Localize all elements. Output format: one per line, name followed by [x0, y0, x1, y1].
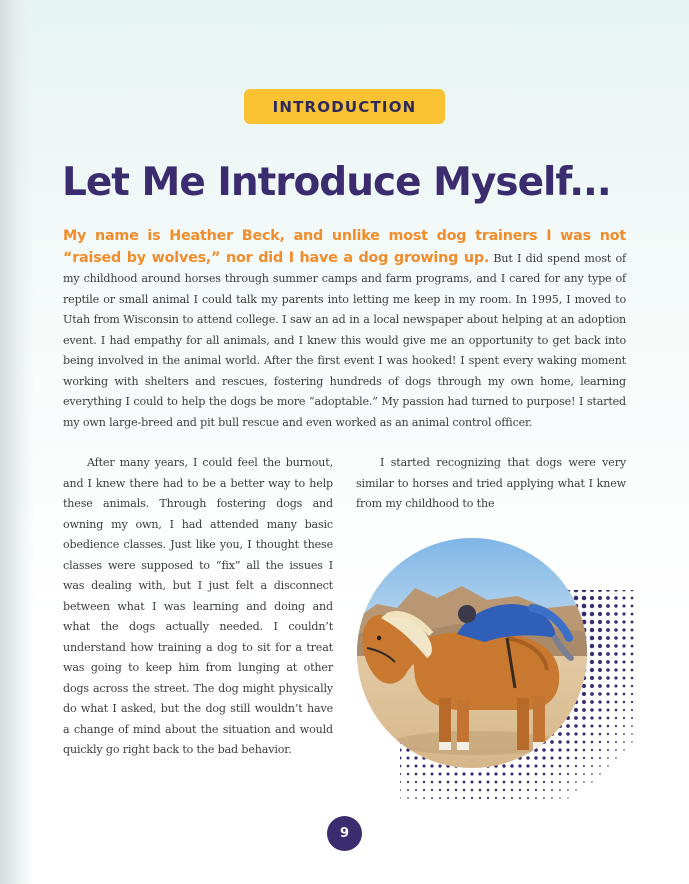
- halftone-dot: [447, 789, 449, 791]
- halftone-dot: [598, 660, 602, 664]
- intro-lead: My name is Heather Beck, and unlike most dog trainers I was not “raised by wolves,” nor did I have a dog growing up.: [63, 228, 626, 266]
- halftone-dot: [607, 709, 610, 712]
- halftone-dot: [567, 773, 569, 775]
- halftone-dot: [510, 772, 513, 775]
- halftone-dot: [575, 789, 576, 790]
- halftone-dot: [599, 757, 601, 759]
- halftone-dot: [478, 772, 481, 775]
- halftone-dot: [526, 756, 530, 760]
- halftone-dot: [487, 781, 490, 784]
- halftone-dot: [583, 781, 585, 783]
- halftone-dot: [446, 772, 449, 775]
- halftone-dot: [623, 725, 625, 727]
- halftone-dot: [582, 604, 587, 609]
- halftone-dot: [590, 590, 594, 592]
- halftone-dot: [550, 740, 554, 744]
- halftone-dot: [614, 620, 618, 624]
- halftone-dot: [542, 756, 545, 759]
- halftone-dot: [511, 789, 513, 791]
- halftone-dot: [575, 757, 578, 760]
- halftone-dot: [598, 692, 602, 696]
- halftone-dot: [607, 757, 609, 759]
- halftone-dot: [607, 765, 608, 766]
- halftone-dot: [598, 636, 602, 640]
- halftone-dot: [599, 765, 601, 767]
- halftone-dot: [622, 636, 625, 639]
- halftone-dot: [406, 756, 409, 759]
- halftone-dot: [494, 772, 497, 775]
- halftone-dot: [631, 685, 633, 687]
- halftone-dot: [606, 620, 610, 624]
- halftone-dot: [614, 604, 617, 607]
- halftone-dot: [599, 725, 602, 728]
- halftone-dot: [615, 701, 618, 704]
- halftone-dot: [623, 590, 626, 591]
- halftone-dot: [615, 717, 617, 719]
- halftone-dot: [591, 765, 593, 767]
- halftone-dot: [550, 748, 553, 751]
- halftone-dot: [519, 781, 522, 784]
- halftone-dot: [582, 692, 586, 696]
- halftone-dot: [582, 596, 587, 601]
- halftone-dot: [431, 789, 433, 791]
- halftone-dot: [631, 605, 634, 608]
- halftone-dot: [495, 789, 498, 792]
- halftone-dot: [606, 604, 610, 608]
- halftone-dot: [607, 749, 609, 751]
- halftone-dot: [607, 733, 609, 735]
- halftone-dot: [615, 693, 618, 696]
- halftone-dot: [439, 773, 442, 776]
- halftone-dot: [543, 773, 546, 776]
- halftone-dot: [606, 668, 610, 672]
- body-column-right: I started recognizing that dogs were very similar to horses and tried applying what I knew from my childhood to the: [356, 456, 626, 510]
- halftone-dot: [623, 717, 625, 719]
- halftone-dot: [575, 749, 578, 752]
- halftone-dot: [479, 781, 482, 784]
- halftone-dot: [606, 692, 609, 695]
- halftone-dot: [574, 732, 577, 735]
- halftone-dot: [495, 781, 498, 784]
- halftone-dot: [535, 789, 537, 791]
- halftone-dot: [615, 733, 617, 735]
- halftone-dot: [598, 708, 601, 711]
- halftone-dot: [479, 789, 482, 792]
- halftone-dot: [527, 781, 530, 784]
- halftone-dot: [598, 644, 602, 648]
- halftone-dot: [463, 781, 466, 784]
- halftone-dot: [438, 764, 441, 767]
- halftone-dot: [583, 741, 586, 744]
- halftone-dot: [631, 717, 633, 719]
- halftone-dot: [590, 716, 593, 719]
- halftone-dot: [543, 789, 545, 791]
- halftone-dot: [591, 749, 593, 751]
- halftone-dot: [455, 797, 457, 799]
- halftone-dot: [566, 732, 570, 736]
- halftone-dot: [447, 797, 449, 799]
- halftone-dot: [431, 773, 434, 776]
- halftone-dot: [623, 749, 624, 750]
- halftone-dot: [423, 797, 425, 799]
- halftone-dot: [599, 733, 602, 736]
- halftone-dot: [614, 676, 617, 679]
- halftone-dot: [590, 660, 594, 664]
- halftone-dot: [607, 741, 609, 743]
- halftone-dot: [542, 748, 546, 752]
- halftone-dot: [574, 716, 578, 720]
- halftone-dot: [606, 628, 610, 632]
- halftone-dot: [631, 741, 632, 742]
- halftone-dot: [575, 765, 577, 767]
- halftone-dot: [519, 789, 521, 791]
- halftone-dot: [622, 652, 625, 655]
- halftone-dot: [598, 612, 602, 616]
- halftone-dot: [590, 628, 595, 633]
- halftone-dot: [462, 772, 465, 775]
- halftone-dot: [615, 709, 618, 712]
- halftone-dot: [400, 773, 401, 775]
- halftone-dot: [591, 773, 593, 775]
- halftone-dot: [527, 789, 529, 791]
- halftone-dot: [615, 749, 617, 751]
- halftone-dot: [623, 685, 626, 688]
- section-badge: INTRODUCTION: [244, 89, 445, 124]
- intro-body: But I did spend most of my childhood around horses through summer camps and farm programs, and I cared for any type of reptile or small animal I could talk my parents into letting me keep in my room. In 1995, I moved to Utah from Wisconsin to attend college. I saw an ad in a local newspaper about helping at an adoption event. I had empathy for all animals, and I knew this would give me an opportunity to get back into being involved in the animal world. After the first event I was hooked! I spent every waking moment working with shelters and rescues, fostering hundreds of dogs through my own home, learning everything I could to help the dogs be more “adoptable.” My passion had turned to purpose! I started my own large-breed and pit bull rescue and even worked as an animal control officer.: [63, 251, 626, 429]
- halftone-dot: [606, 644, 610, 648]
- halftone-dot: [607, 725, 610, 728]
- halftone-dot: [551, 789, 553, 791]
- halftone-dot: [415, 773, 418, 776]
- halftone-dot: [519, 773, 522, 776]
- halftone-dot: [558, 732, 562, 736]
- halftone-dot: [590, 692, 594, 696]
- page-number: 9: [327, 816, 362, 851]
- halftone-dot: [614, 652, 617, 655]
- halftone-dot: [599, 749, 601, 751]
- halftone-dot: [590, 724, 593, 727]
- halftone-dot: [574, 708, 578, 712]
- halftone-dot: [606, 676, 610, 680]
- halftone-dot: [590, 700, 594, 704]
- halftone-dot: [614, 684, 617, 687]
- halftone-dot: [415, 781, 417, 783]
- halftone-dot: [455, 789, 457, 791]
- halftone-dot: [400, 797, 401, 799]
- halftone-dot: [400, 789, 401, 791]
- halftone-dot: [511, 797, 513, 799]
- halftone-dot: [623, 709, 625, 711]
- halftone-dot: [407, 781, 409, 783]
- halftone-dot: [471, 781, 474, 784]
- halftone-dot: [414, 756, 417, 759]
- halftone-dot: [598, 596, 602, 600]
- halftone-dot: [575, 773, 577, 775]
- halftone-dot: [439, 797, 441, 799]
- halftone-dot: [543, 797, 545, 799]
- halftone-dot: [606, 596, 610, 600]
- halftone-dot: [590, 596, 594, 600]
- halftone-dot: [407, 797, 409, 799]
- halftone-dot: [631, 621, 634, 624]
- halftone-dot: [631, 677, 634, 680]
- halftone-dot: [518, 764, 521, 767]
- halftone-dot: [598, 620, 602, 624]
- halftone-dot: [631, 701, 633, 703]
- halftone-dot: [431, 797, 433, 799]
- halftone-dot: [527, 797, 529, 799]
- halftone-dot: [400, 757, 401, 760]
- halftone-dot: [415, 765, 418, 768]
- halftone-dot: [606, 684, 609, 687]
- halftone-dot: [591, 781, 592, 782]
- halftone-dot: [439, 789, 441, 791]
- halftone-dot: [582, 590, 587, 592]
- halftone-dot: [503, 797, 505, 799]
- halftone-dot: [631, 653, 634, 656]
- halftone-dot: [415, 789, 417, 791]
- halftone-dot: [550, 756, 553, 759]
- halftone-dot: [582, 612, 587, 617]
- halftone-dot: [590, 652, 594, 656]
- halftone-dot: [551, 765, 554, 768]
- halftone-dot: [631, 733, 633, 735]
- halftone-dot: [622, 604, 625, 607]
- halftone-dot: [590, 612, 594, 616]
- halftone-dot: [590, 620, 594, 624]
- halftone-dot: [599, 717, 602, 720]
- halftone-dot: [623, 733, 625, 735]
- halftone-dot: [599, 773, 600, 774]
- halftone-dot: [430, 764, 433, 767]
- halftone-dot: [623, 741, 625, 743]
- halftone-dot: [447, 781, 450, 784]
- halftone-dot: [590, 636, 594, 640]
- halftone-dot: [631, 669, 634, 672]
- halftone-dot: [454, 772, 457, 775]
- halftone-dot: [511, 781, 514, 784]
- halftone-dot: [559, 781, 561, 783]
- halftone-dot: [559, 797, 561, 799]
- halftone-dot: [631, 725, 633, 727]
- halftone-dot: [622, 628, 625, 631]
- halftone-dot: [631, 629, 634, 632]
- halftone-dot: [606, 636, 610, 640]
- halftone-dot: [534, 764, 537, 767]
- halftone-dot: [583, 765, 585, 767]
- halftone-dot: [479, 797, 481, 799]
- halftone-dot: [502, 764, 505, 767]
- halftone-dot: [623, 693, 626, 696]
- halftone-dot: [631, 661, 634, 664]
- halftone-dot: [487, 789, 490, 792]
- halftone-dot: [582, 700, 586, 704]
- halftone-dot: [614, 628, 618, 632]
- halftone-dot: [567, 757, 570, 760]
- halftone-dot: [598, 676, 602, 680]
- halftone-dot: [590, 684, 594, 688]
- halftone-dot: [591, 741, 594, 744]
- halftone-dot: [407, 789, 409, 791]
- halftone-dot: [422, 764, 425, 767]
- halftone-dot: [575, 781, 577, 783]
- halftone-dot: [535, 781, 537, 783]
- halftone-dot: [551, 797, 553, 799]
- halftone-dot: [598, 652, 602, 656]
- halftone-dot: [615, 725, 617, 727]
- halftone-dot: [567, 765, 569, 767]
- halftone-dot: [598, 684, 602, 688]
- halftone-dot: [631, 709, 633, 711]
- halftone-dot: [559, 773, 561, 775]
- halftone-dot: [471, 789, 474, 792]
- halftone-dot: [582, 708, 586, 712]
- halftone-dot: [559, 757, 562, 760]
- halftone-dot: [567, 749, 570, 752]
- halftone-dot: [590, 676, 594, 680]
- body-column-left: After many years, I could feel the burnout, and I knew there had to be a better way to help these animals. Through fostering dogs and owning my own, I had attended many basic obedience classes. Just like you, I thought these classes were supposed to “fix” all the issues I was dealing with, but I just felt a disconnect between what I was learning and doing and what the dogs actually needed. I couldn’t understand how training a dog to sit for a treat was going to keep him from lunging at other dogs across the street. The dog might physically do what I asked, but the dog still wouldn’t have a change of mind about the situation and would quickly go right back to the bad behavior.: [63, 456, 333, 756]
- halftone-dot: [400, 765, 401, 768]
- halftone-dot: [543, 781, 545, 783]
- halftone-dot: [471, 797, 473, 799]
- halftone-dot: [598, 590, 602, 592]
- halftone-dot: [567, 781, 569, 783]
- halftone-dot: [623, 701, 626, 704]
- halftone-dot: [574, 724, 578, 728]
- halftone-dot: [535, 773, 538, 776]
- halftone-dot: [574, 740, 577, 743]
- halftone-dot: [598, 604, 602, 608]
- halftone-dot: [631, 597, 634, 600]
- halftone-dot: [503, 789, 505, 791]
- halftone-dot: [631, 645, 634, 648]
- halftone-dot: [622, 620, 625, 623]
- book-spine-shadow: [0, 0, 34, 884]
- halftone-dot: [407, 773, 410, 776]
- halftone-dot: [527, 773, 530, 776]
- halftone-dot: [423, 781, 425, 783]
- halftone-dot: [534, 756, 537, 759]
- halftone-dot: [598, 700, 601, 703]
- halftone-dot: [590, 708, 593, 711]
- halftone-dot: [486, 772, 489, 775]
- page-title: Let Me Introduce Myself...: [62, 160, 611, 205]
- halftone-dot: [591, 733, 594, 736]
- halftone-dot: [607, 717, 610, 720]
- halftone-dot: [567, 789, 569, 791]
- halftone-dot: [614, 660, 617, 663]
- halftone-dot: [582, 724, 585, 727]
- halftone-dot: [519, 797, 521, 799]
- halftone-dot: [606, 700, 609, 703]
- halftone-dot: [591, 757, 593, 759]
- halftone-dot: [623, 677, 626, 680]
- halftone-dot: [543, 765, 546, 768]
- halftone-dot: [614, 644, 617, 647]
- halftone-dot: [583, 757, 585, 759]
- halftone-dot: [614, 590, 617, 592]
- halftone-dot: [526, 764, 529, 767]
- halftone-dot: [631, 590, 634, 591]
- halftone-dot: [583, 749, 586, 752]
- halftone-dot: [502, 772, 505, 775]
- halftone-dot: [590, 644, 594, 648]
- halftone-dot: [423, 789, 425, 791]
- halftone-dot: [582, 732, 585, 735]
- halftone-dot: [622, 644, 625, 647]
- halftone-dot: [559, 765, 562, 768]
- halftone-dot: [431, 781, 434, 784]
- halftone-dot: [495, 797, 497, 799]
- halftone-dot: [574, 590, 579, 592]
- halftone-dot: [622, 612, 625, 615]
- halftone-dot: [583, 773, 585, 775]
- halftone-dot: [622, 596, 625, 599]
- halftone-dot: [631, 637, 634, 640]
- halftone-dot: [567, 797, 568, 798]
- halftone-dot: [566, 740, 569, 743]
- halftone-dot: [415, 797, 417, 799]
- halftone-dot: [606, 660, 610, 664]
- halftone-dot: [599, 741, 601, 743]
- halftone-dot: [615, 741, 617, 743]
- halftone-dot: [623, 669, 626, 672]
- halftone-dot: [551, 773, 554, 776]
- halftone-dot: [439, 781, 442, 784]
- halftone-dot: [558, 740, 561, 743]
- intro-paragraph: [63, 226, 626, 433]
- halftone-dot: [606, 590, 610, 592]
- halftone-dot: [558, 748, 561, 751]
- halftone-dot: [598, 628, 602, 632]
- halftone-dot: [606, 652, 610, 656]
- halftone-dot: [566, 724, 570, 728]
- halftone-dot: [510, 764, 513, 767]
- halftone-dot: [614, 596, 617, 599]
- halftone-dot: [606, 612, 610, 616]
- halftone-dot: [559, 789, 561, 791]
- halftone-dot: [598, 668, 602, 672]
- halftone-dot: [463, 797, 465, 799]
- halftone-dot: [400, 781, 401, 783]
- halftone-dot: [400, 748, 402, 751]
- halftone-dot: [455, 781, 458, 784]
- horse-photo-illustration: [357, 538, 587, 768]
- halftone-dot: [631, 613, 634, 616]
- halftone-dot: [590, 604, 594, 608]
- halftone-dot: [551, 781, 553, 783]
- halftone-dot: [487, 797, 489, 799]
- halftone-dot: [407, 765, 410, 768]
- halftone-dot: [463, 789, 466, 792]
- halftone-dot: [622, 660, 625, 663]
- halftone-dot: [614, 636, 618, 640]
- halftone-dot: [590, 668, 594, 672]
- halftone-dot: [614, 612, 617, 615]
- halftone-dot: [631, 693, 633, 695]
- horse-photo: [357, 538, 587, 768]
- halftone-dot: [615, 757, 616, 758]
- halftone-dot: [582, 716, 586, 720]
- halftone-dot: [535, 797, 537, 799]
- halftone-dot: [423, 773, 426, 776]
- halftone-dot: [614, 668, 617, 671]
- halftone-dot: [470, 772, 473, 775]
- halftone-dot: [503, 781, 506, 784]
